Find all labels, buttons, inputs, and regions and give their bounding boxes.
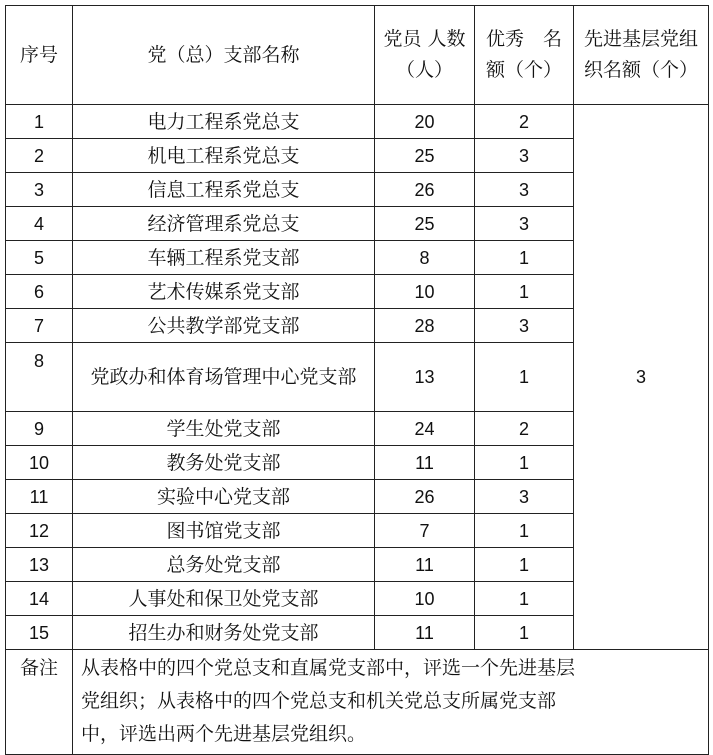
header-member-count: 党员 人数（人） bbox=[375, 6, 475, 105]
row-member-count: 11 bbox=[375, 446, 475, 480]
row-excellent-quota: 1 bbox=[475, 446, 574, 480]
row-excellent-quota: 1 bbox=[475, 582, 574, 616]
row-branch-name: 学生处党支部 bbox=[73, 412, 375, 446]
row-excellent-quota: 2 bbox=[475, 412, 574, 446]
row-excellent-quota: 1 bbox=[475, 241, 574, 275]
row-index: 10 bbox=[6, 446, 73, 480]
row-branch-name: 总务处党支部 bbox=[73, 548, 375, 582]
row-branch-name: 党政办和体育场管理中心党支部 bbox=[73, 343, 375, 412]
row-member-count: 26 bbox=[375, 173, 475, 207]
row-branch-name: 机电工程系党总支 bbox=[73, 139, 375, 173]
row-index: 2 bbox=[6, 139, 73, 173]
row-branch-name: 信息工程系党总支 bbox=[73, 173, 375, 207]
table-row bbox=[6, 105, 709, 139]
header-advanced-quota: 先进基层党组织名额（个） bbox=[574, 6, 709, 105]
row-index: 1 bbox=[6, 105, 73, 139]
row-index: 13 bbox=[6, 548, 73, 582]
party-quota-table bbox=[5, 5, 709, 755]
row-member-count: 11 bbox=[375, 548, 475, 582]
row-excellent-quota: 1 bbox=[475, 514, 574, 548]
row-branch-name: 经济管理系党总支 bbox=[73, 207, 375, 241]
header-excellent-quota: 优秀 名额（个） bbox=[475, 6, 574, 105]
row-index: 8 bbox=[6, 343, 73, 412]
row-branch-name: 教务处党支部 bbox=[73, 446, 375, 480]
row-member-count: 7 bbox=[375, 514, 475, 548]
row-excellent-quota: 3 bbox=[475, 309, 574, 343]
row-member-count: 24 bbox=[375, 412, 475, 446]
row-excellent-quota: 1 bbox=[475, 616, 574, 650]
row-excellent-quota: 2 bbox=[475, 105, 574, 139]
row-excellent-quota: 1 bbox=[475, 548, 574, 582]
row-member-count: 11 bbox=[375, 616, 475, 650]
note-label: 备注 bbox=[6, 650, 73, 755]
row-excellent-quota: 1 bbox=[475, 343, 574, 412]
row-excellent-quota: 3 bbox=[475, 139, 574, 173]
advanced-quota-merged-cell: 3 bbox=[574, 105, 709, 650]
row-branch-name: 电力工程系党总支 bbox=[73, 105, 375, 139]
row-member-count: 10 bbox=[375, 275, 475, 309]
row-index: 11 bbox=[6, 480, 73, 514]
row-member-count: 26 bbox=[375, 480, 475, 514]
row-member-count: 25 bbox=[375, 139, 475, 173]
row-excellent-quota: 1 bbox=[475, 275, 574, 309]
row-index: 6 bbox=[6, 275, 73, 309]
header-row bbox=[6, 6, 709, 105]
row-branch-name: 公共教学部党支部 bbox=[73, 309, 375, 343]
row-excellent-quota: 3 bbox=[475, 480, 574, 514]
row-branch-name: 实验中心党支部 bbox=[73, 480, 375, 514]
row-member-count: 13 bbox=[375, 343, 475, 412]
row-index: 14 bbox=[6, 582, 73, 616]
row-index: 9 bbox=[6, 412, 73, 446]
row-member-count: 20 bbox=[375, 105, 475, 139]
row-member-count: 28 bbox=[375, 309, 475, 343]
row-branch-name: 车辆工程系党支部 bbox=[73, 241, 375, 275]
note-row bbox=[6, 650, 709, 755]
row-index: 7 bbox=[6, 309, 73, 343]
header-index: 序号 bbox=[6, 6, 73, 105]
row-branch-name: 艺术传媒系党支部 bbox=[73, 275, 375, 309]
row-excellent-quota: 3 bbox=[475, 207, 574, 241]
row-index: 5 bbox=[6, 241, 73, 275]
row-member-count: 25 bbox=[375, 207, 475, 241]
row-index: 3 bbox=[6, 173, 73, 207]
row-index: 15 bbox=[6, 616, 73, 650]
row-excellent-quota: 3 bbox=[475, 173, 574, 207]
row-index: 12 bbox=[6, 514, 73, 548]
row-member-count: 10 bbox=[375, 582, 475, 616]
row-branch-name: 人事处和保卫处党支部 bbox=[73, 582, 375, 616]
header-branch-name: 党（总）支部名称 bbox=[73, 6, 375, 105]
row-index: 4 bbox=[6, 207, 73, 241]
row-member-count: 8 bbox=[375, 241, 475, 275]
note-text: 从表格中的四个党总支和直属党支部中，评选一个先进基层党组织；从表格中的四个党总支和机关党总支所属党支部中，评选出两个先进基层党组织。 bbox=[73, 650, 709, 755]
row-branch-name: 图书馆党支部 bbox=[73, 514, 375, 548]
row-branch-name: 招生办和财务处党支部 bbox=[73, 616, 375, 650]
